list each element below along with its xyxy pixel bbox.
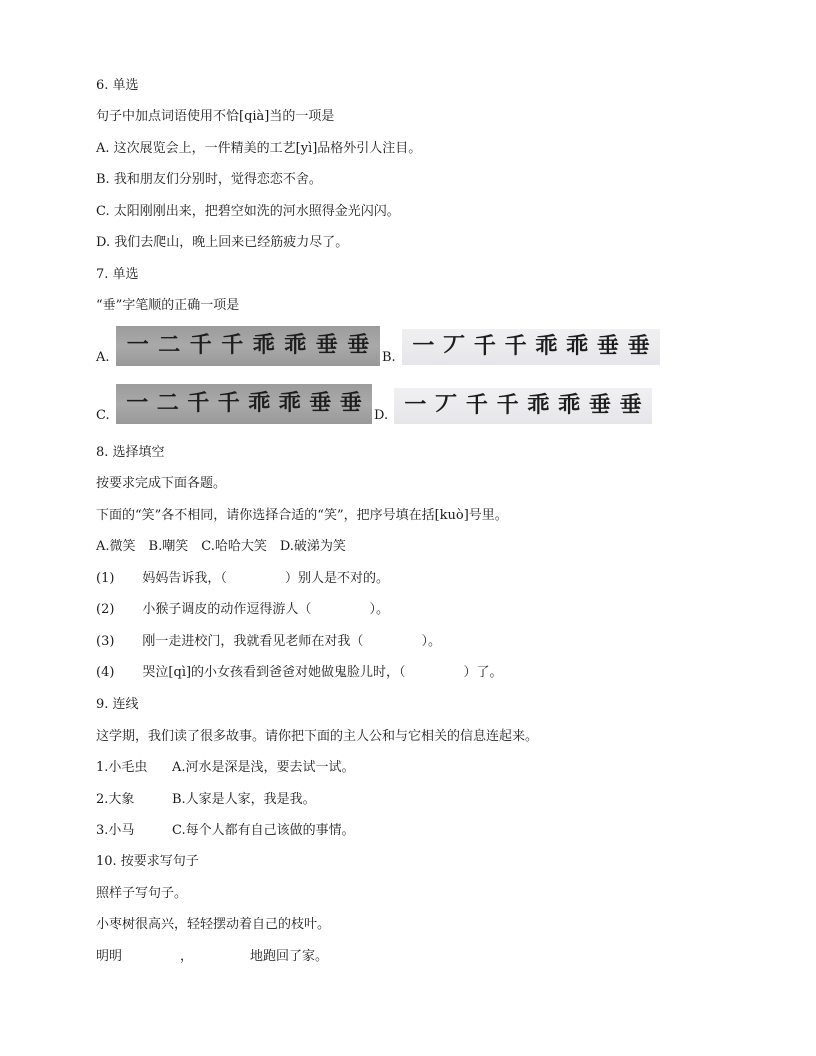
stroke-glyph: 垂 bbox=[596, 334, 619, 359]
stroke-glyph: 千 bbox=[221, 333, 244, 358]
stroke-glyph: 乖 bbox=[248, 391, 271, 416]
item-number: (1) bbox=[96, 571, 115, 586]
q9-left-item[interactable]: 2.大象 bbox=[96, 792, 135, 807]
item-text-before: 妈妈告诉我，（ bbox=[142, 571, 227, 586]
prompt-comma: ， bbox=[180, 949, 194, 964]
stroke-glyph: 千 bbox=[217, 391, 240, 416]
prompt-end: 地跑回了家。 bbox=[250, 949, 329, 964]
q9-stem: 这学期，我们读了很多故事。请你把下面的主人公和与它相关的信息连起来。 bbox=[96, 729, 539, 744]
q6-stem: 句子中加点词语使用不恰[qià]当的一项是 bbox=[96, 109, 335, 124]
q9-header: 9. 连线 bbox=[96, 697, 139, 712]
q7-option-b-image[interactable] bbox=[402, 329, 660, 365]
stroke-glyph: 垂 bbox=[309, 391, 332, 416]
stroke-glyph: 丆 bbox=[443, 334, 466, 359]
q9-right-item[interactable]: A.河水是深是浅，要去试一试。 bbox=[172, 760, 355, 775]
q8-item bbox=[96, 571, 389, 587]
stroke-glyph: 垂 bbox=[627, 334, 650, 359]
stroke-glyph: 垂 bbox=[347, 333, 370, 358]
stroke-glyph: 乖 bbox=[527, 393, 550, 418]
stroke-glyph: 千 bbox=[473, 334, 496, 359]
q7-option-c-image[interactable] bbox=[116, 384, 372, 424]
q10-instruction: 照样子写句子。 bbox=[96, 886, 188, 901]
stroke-glyph: 乖 bbox=[252, 333, 275, 358]
q9-left-item[interactable]: 3.小马 bbox=[96, 823, 135, 838]
prompt-start: 明明 bbox=[96, 949, 123, 964]
item-text-after: ）。 bbox=[369, 602, 389, 617]
q8-header: 8. 选择填空 bbox=[96, 445, 165, 460]
item-text-before: 刚一走进校门，我就看见老师在对我（ bbox=[142, 634, 364, 649]
answer-blank[interactable] bbox=[200, 949, 246, 965]
stroke-glyph: 乖 bbox=[284, 333, 307, 358]
q9-right-item[interactable]: B.人家是人家，我是我。 bbox=[172, 792, 316, 807]
item-number: (3) bbox=[96, 634, 115, 649]
stroke-glyph: 一 bbox=[126, 333, 149, 358]
item-text-before: 哭泣[qì]的小女孩看到爸爸对她做鬼脸儿时，（ bbox=[142, 665, 406, 680]
q7-option-a-image[interactable] bbox=[116, 326, 380, 366]
q6-option-a[interactable]: A. 这次展览会上，一件精美的工艺[yì]品格外引人注目。 bbox=[96, 141, 422, 156]
item-text-before: 小猴子调皮的动作逗得游人（ bbox=[142, 602, 312, 617]
stroke-glyph: 一 bbox=[404, 393, 427, 418]
stroke-glyph: 千 bbox=[496, 393, 519, 418]
q8-item bbox=[96, 665, 503, 681]
q7-label-a[interactable]: A. bbox=[96, 350, 110, 365]
q8-choices: A.微笑 B.嘲笑 C.哈哈大笑 D.破涕为笑 bbox=[96, 539, 346, 554]
stroke-glyph: 丆 bbox=[435, 393, 458, 418]
q6-option-d[interactable]: D. 我们去爬山，晚上回来已经筋疲力尽了。 bbox=[96, 235, 349, 250]
stroke-glyph: 乖 bbox=[566, 334, 589, 359]
q7-row-ab bbox=[96, 326, 676, 366]
q8-instruction: 按要求完成下面各题。 bbox=[96, 476, 227, 491]
q7-stem: “垂”字笔顺的正确一项是 bbox=[96, 298, 240, 313]
stroke-glyph: 一 bbox=[412, 334, 435, 359]
q6-option-c[interactable]: C. 太阳刚刚出来，把碧空如洗的河水照得金光闪闪。 bbox=[96, 204, 400, 219]
stroke-glyph: 垂 bbox=[588, 393, 611, 418]
q7-header: 7. 单选 bbox=[96, 267, 139, 282]
item-number: (2) bbox=[96, 602, 115, 617]
answer-blank[interactable] bbox=[126, 949, 176, 965]
stroke-glyph: 垂 bbox=[315, 333, 338, 358]
q7-row-cd bbox=[96, 384, 676, 424]
item-number: (4) bbox=[96, 665, 115, 680]
q10-example: 小枣树很高兴，轻轻摆动着自己的枝叶。 bbox=[96, 917, 331, 932]
q9-right-item[interactable]: C.每个人都有自己该做的事情。 bbox=[172, 823, 355, 838]
item-text-after: ）别人是不对的。 bbox=[284, 571, 389, 586]
q7-option-d-image[interactable] bbox=[394, 388, 652, 424]
q8-item bbox=[96, 634, 441, 650]
stroke-glyph: 千 bbox=[504, 334, 527, 359]
q8-stem: 下面的“笑”各不相同，请你选择合适的“笑”，把序号填在括[kuò]号里。 bbox=[96, 508, 508, 523]
q6-header: 6. 单选 bbox=[96, 78, 139, 93]
stroke-glyph: 千 bbox=[189, 333, 212, 358]
q8-item bbox=[96, 602, 389, 618]
q10-header: 10. 按要求写句子 bbox=[96, 854, 199, 869]
stroke-glyph: 千 bbox=[465, 393, 488, 418]
stroke-glyph: 乖 bbox=[535, 334, 558, 359]
stroke-glyph: 垂 bbox=[619, 393, 642, 418]
q9-left-item[interactable]: 1.小毛虫 bbox=[96, 760, 148, 775]
stroke-glyph: 乖 bbox=[278, 391, 301, 416]
stroke-glyph: 千 bbox=[187, 391, 210, 416]
item-text-after: ）了。 bbox=[463, 665, 503, 680]
stroke-glyph: 二 bbox=[156, 391, 179, 416]
q7-label-d[interactable]: D. bbox=[374, 408, 389, 423]
stroke-glyph: 垂 bbox=[339, 391, 362, 416]
q7-label-b[interactable]: B. bbox=[382, 350, 396, 365]
q6-option-b[interactable]: B. 我和朋友们分别时，觉得恋恋不舍。 bbox=[96, 172, 322, 187]
stroke-glyph: 乖 bbox=[558, 393, 581, 418]
q7-label-c[interactable]: C. bbox=[96, 408, 110, 423]
stroke-glyph: 一 bbox=[126, 391, 149, 416]
stroke-glyph: 二 bbox=[158, 333, 181, 358]
item-text-after: ）。 bbox=[421, 634, 441, 649]
